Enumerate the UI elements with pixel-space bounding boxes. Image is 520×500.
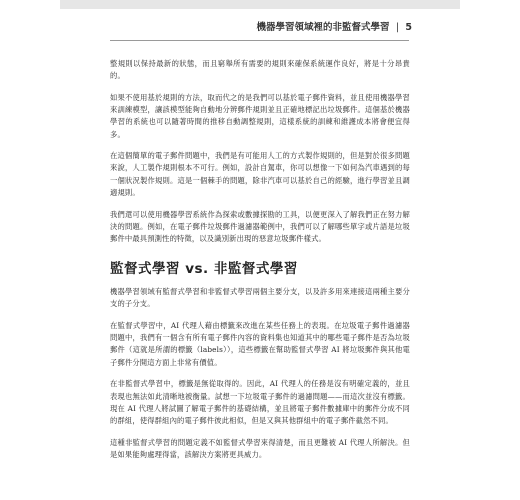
header-rule <box>110 40 409 41</box>
running-header <box>257 19 412 33</box>
page-number: 5 <box>405 22 412 33</box>
top-gray-band <box>60 0 460 9</box>
section-heading: 監督式學習 vs. 非監督式學習 <box>110 261 298 278</box>
paragraph: 如果不使用基於規則的方法，取而代之的是我們可以基於電子郵件資料，並且使用機器學習來訓練模型，讓該模型能夠自動地分辨郵件規則並且正確地標記出垃圾郵件。這個基於機器學習的系統也可以隨著時間的推移自動調整規則，這樣系統的訓練和維護成本將會便宜得多。 <box>110 92 410 139</box>
paragraph: 在這個簡單的電子郵件問題中，我們是有可能用人工的方式製作規則的，但是對於很多問題來說，人工製作規則根本不可行。例如，設計自駕車，你可以想像一下如何為汽車遇到的每一個狀況製作規則。這是一個棘手的問題，除非汽車可以基於自己的經驗，進行學習並且調適規則。 <box>110 151 410 197</box>
page-body <box>110 58 410 471</box>
paragraph: 在非監督式學習中，標籤是無從取得的。因此，AI 代理人的任務是沒有明確定義的，並且表現也無法如此清晰地被衡量。試想一下垃圾電子郵件的過濾問題——而這次並沒有標籤。現在 AI 代理人將試圖了解電子郵件的基礎結構，並且將電子郵件數據庫中的郵件分成不同的群組，使得群組內的電子郵件彼此相似，但是又與其他群組中的電子郵件截然不同。 <box>110 379 410 425</box>
paragraph: 在監督式學習中，AI 代理人藉由標籤來改進在某些任務上的表現。在垃圾電子郵件過濾器問題中，我們有一個含有所有電子郵件內容的資料集也知道其中的哪些電子郵件是否為垃圾郵件（這就是所謂的標籤（labels）），這些標籤在幫助監督式學習 AI 將垃圾郵件與其他電子郵件分開這方面上非常有價值。 <box>110 321 410 367</box>
header-separator: | <box>395 22 400 33</box>
paragraph: 這種非監督式學習的問題定義不如監督式學習來得清楚，而且更難被 AI 代理人所解決。但是如果能夠處理得當，該解決方案將更具威力。 <box>110 437 410 459</box>
paragraph: 整規則以保持最新的狀態，而且窮舉所有需要的規則來確保系統運作良好，將是十分昂貴的。 <box>110 59 410 81</box>
paragraph: 機器學習領域有監督式學習和非監督式學習兩個主要分支，以及許多用來連接這兩種主要分支的子分支。 <box>110 287 410 309</box>
running-title: 機器學習領域裡的非監督式學習 <box>256 22 390 33</box>
paragraph: 我們還可以使用機器學習系統作為探索或數據探勘的工具，以便更深入了解我們正在努力解決的問題。例如，在電子郵件垃圾郵件過濾器範例中，我們可以了解哪些單字或片語是垃圾郵件中最具預測性的特徵，以及識別新出現的惡意垃圾郵件樣式。 <box>110 209 410 243</box>
